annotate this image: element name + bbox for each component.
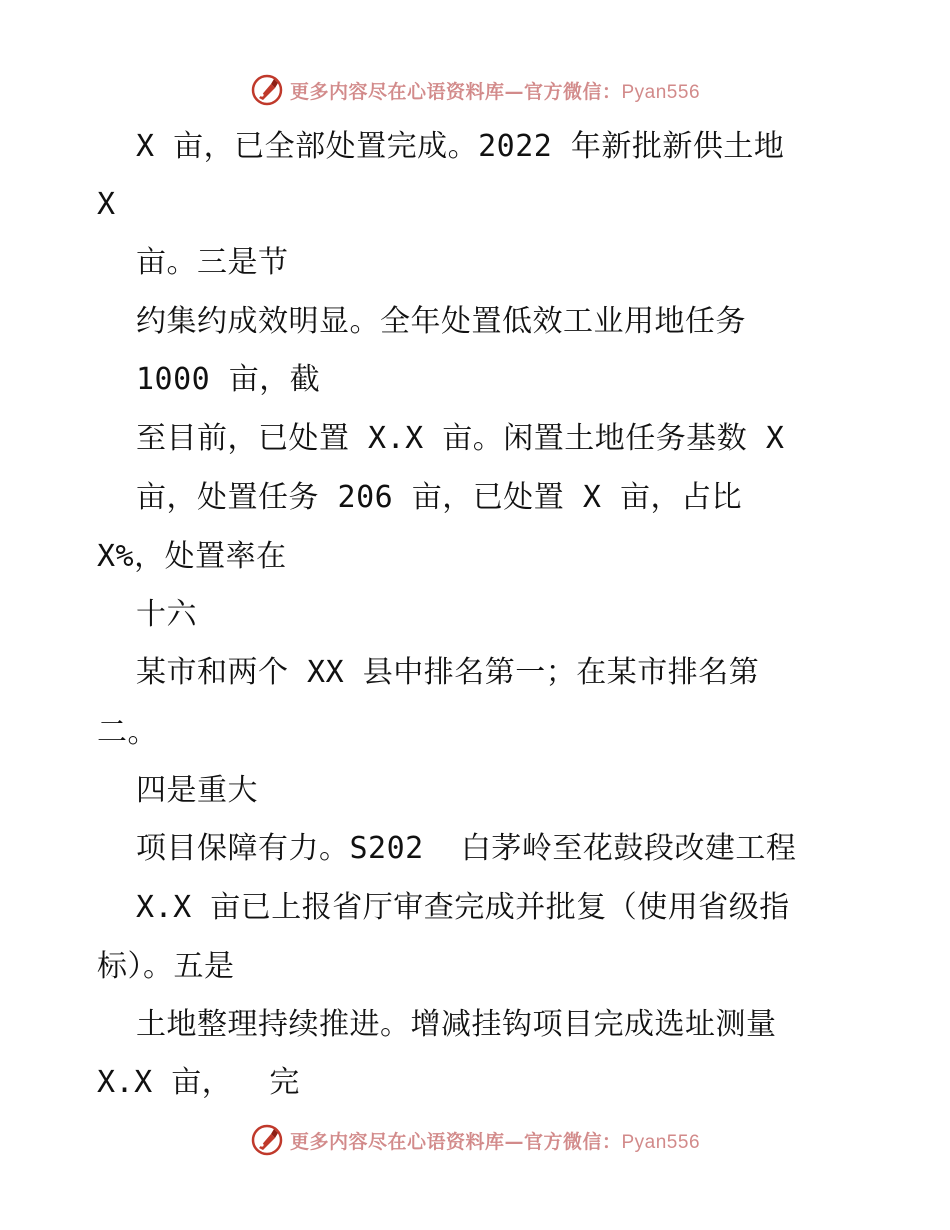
body-line: X.X 亩已上报省厅审查完成并批复（使用省级指: [136, 890, 790, 925]
wechat-id: Pyan556: [621, 81, 701, 103]
body-line: 土地整理持续推进。增减挂钩项目完成选址测量: [136, 1007, 777, 1042]
body-line: 二。: [97, 715, 158, 750]
body-line: 某市和两个 XX 县中排名第一；在某市排名第: [136, 655, 760, 690]
watermark-label: 更多内容尽在心语资料库—官方微信：: [289, 80, 622, 103]
body-line: X: [97, 187, 116, 222]
body-line: 四是重大: [136, 773, 258, 808]
body-line: 至目前，已处置 X.X 亩。闲置土地任务基数 X: [136, 421, 785, 456]
body-line: X.X 亩， 完: [97, 1065, 300, 1100]
body-line: X 亩，已全部处置完成。2022 年新批新供土地: [136, 129, 785, 164]
pen-nib-logo-icon: [250, 1123, 284, 1157]
pen-nib-logo-icon: [250, 73, 284, 107]
header-watermark: [0, 70, 950, 110]
body-line: 约集约成效明显。全年处置低效工业用地任务: [136, 304, 746, 339]
body-line: 1000 亩，截: [136, 362, 321, 397]
footer-watermark: [0, 1120, 950, 1160]
body-line: 标）。五是: [97, 949, 235, 984]
watermark-text: [290, 77, 700, 104]
watermark-text: [290, 1127, 700, 1154]
wechat-id: Pyan556: [621, 1131, 701, 1153]
body-line: X%，处置率在: [97, 539, 287, 574]
body-line: 亩。三是节: [136, 245, 289, 280]
body-line: 十六: [136, 597, 197, 632]
body-line: 项目保障有力。S202 白茅岭至花鼓段改建工程: [136, 831, 797, 866]
body-line: 亩，处置任务 206 亩，已处置 X 亩，占比: [136, 480, 742, 515]
watermark-label: 更多内容尽在心语资料库—官方微信：: [289, 1130, 622, 1153]
